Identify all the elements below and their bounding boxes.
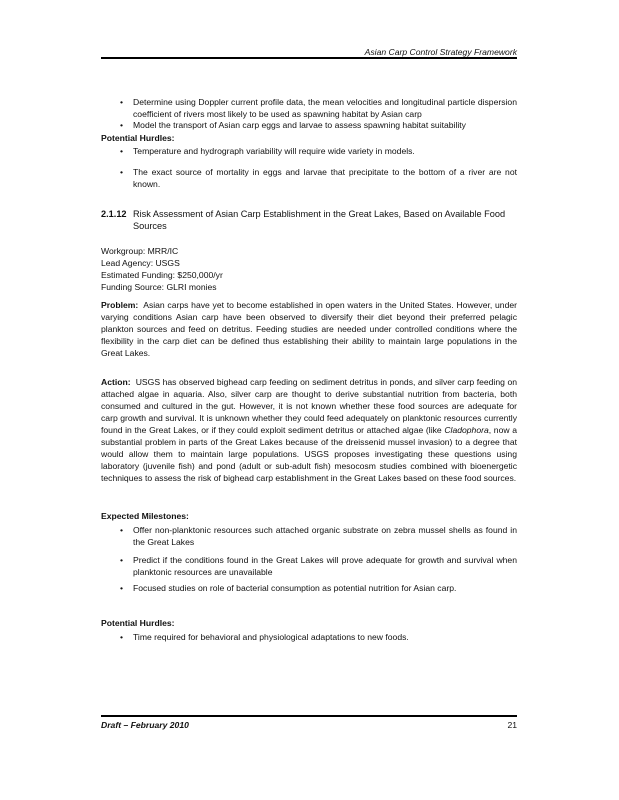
hurdles-heading: Potential Hurdles:	[101, 133, 175, 143]
bullet-icon: •	[120, 555, 124, 565]
estimated-funding: Estimated Funding: $250,000/yr	[101, 270, 223, 280]
list-item: • Time required for behavioral and physiological adaptations to new foods.	[120, 632, 409, 642]
list-item: • Model the transport of Asian carp eggs and larvae to assess spawning habitat suitability	[120, 120, 466, 130]
section-title: Risk Assessment of Asian Carp Establishment in the Great Lakes, Based on Available Food Sources	[133, 209, 506, 231]
running-header: Asian Carp Control Strategy Framework	[364, 47, 517, 57]
section-number: 2.1.12	[101, 209, 127, 219]
list-item: • Offer non-planktonic resources such attached organic substrate on zebra mussel shells as found in the Great Lakes	[120, 525, 517, 547]
list-item: • Temperature and hydrograph variability will require wide variety in models.	[120, 146, 415, 156]
bullet-icon: •	[120, 97, 124, 107]
footer-draft-date: Draft – February 2010	[101, 720, 189, 730]
funding-source: Funding Source: GLRI monies	[101, 282, 217, 292]
action-paragraph: Action: USGS has observed bighead carp feeding on sediment detritus in ponds, and silver carp feeding on attached algae in aquaria. Also, silver carp are thought to derive substantial nutrition from bacteria, both consumed and cultured in the gut. However, it is not known whether these food sources are adequate for carp growth and survival. It is unknown whether they could feed adequately on planktonic resources currently found in the Great Lakes, or if they could exploit sediment detritus or attached algae (like Cladophora, now a substantial problem in parts of the Great Lakes because of the dreissenid mussel invasion) to a degree that would allow them to maintain large populations. USGS proposes investigating these questions using laboratory (juvenile fish) and pond (adult or sub-adult fish) mesocosm studies combined with bioenergetic techniques to assess the risk of bighead carp establishment in the Great Lakes based on these food sources.	[101, 377, 517, 483]
problem-paragraph: Problem: Asian carps have yet to become established in open waters in the United States. However, under varying conditions Asian carp have been observed to diversify their diet beyond their preferred pelagic plankton sources and feed on detritus. Feeding studies are needed under controlled conditions where the flexibility in the carp diet can be defined thus establishing their ability to maintain large populations in the Great Lakes.	[101, 300, 517, 358]
bullet-icon: •	[120, 632, 124, 642]
bullet-icon: •	[120, 525, 124, 535]
list-item: • Determine using Doppler current profile data, the mean velocities and longitudinal particle dispersion coefficient of rivers most likely to be used as spawning habitat by Asian carp	[120, 97, 517, 119]
list-item: • The exact source of mortality in eggs and larvae that precipitate to the bottom of a river are not known.	[120, 167, 517, 189]
project-meta	[101, 245, 517, 293]
list-item: • Focused studies on role of bacterial consumption as potential nutrition for Asian carp.	[120, 583, 457, 593]
hurdles-heading: Potential Hurdles:	[101, 618, 175, 628]
bullet-icon: •	[120, 167, 124, 177]
section-heading	[101, 208, 517, 232]
footer-rule	[101, 715, 517, 717]
lead-agency: Lead Agency: USGS	[101, 258, 180, 268]
page-number: 21	[507, 720, 517, 730]
workgroup: Workgroup: MRR/IC	[101, 246, 179, 256]
list-item: • Predict if the conditions found in the Great Lakes will prove adequate for growth and survival when planktonic resources are unavailable	[120, 555, 517, 577]
header-rule	[101, 57, 517, 59]
bullet-icon: •	[120, 146, 124, 156]
milestones-heading: Expected Milestones:	[101, 511, 189, 521]
bullet-icon: •	[120, 583, 124, 593]
bullet-icon: •	[120, 120, 124, 130]
